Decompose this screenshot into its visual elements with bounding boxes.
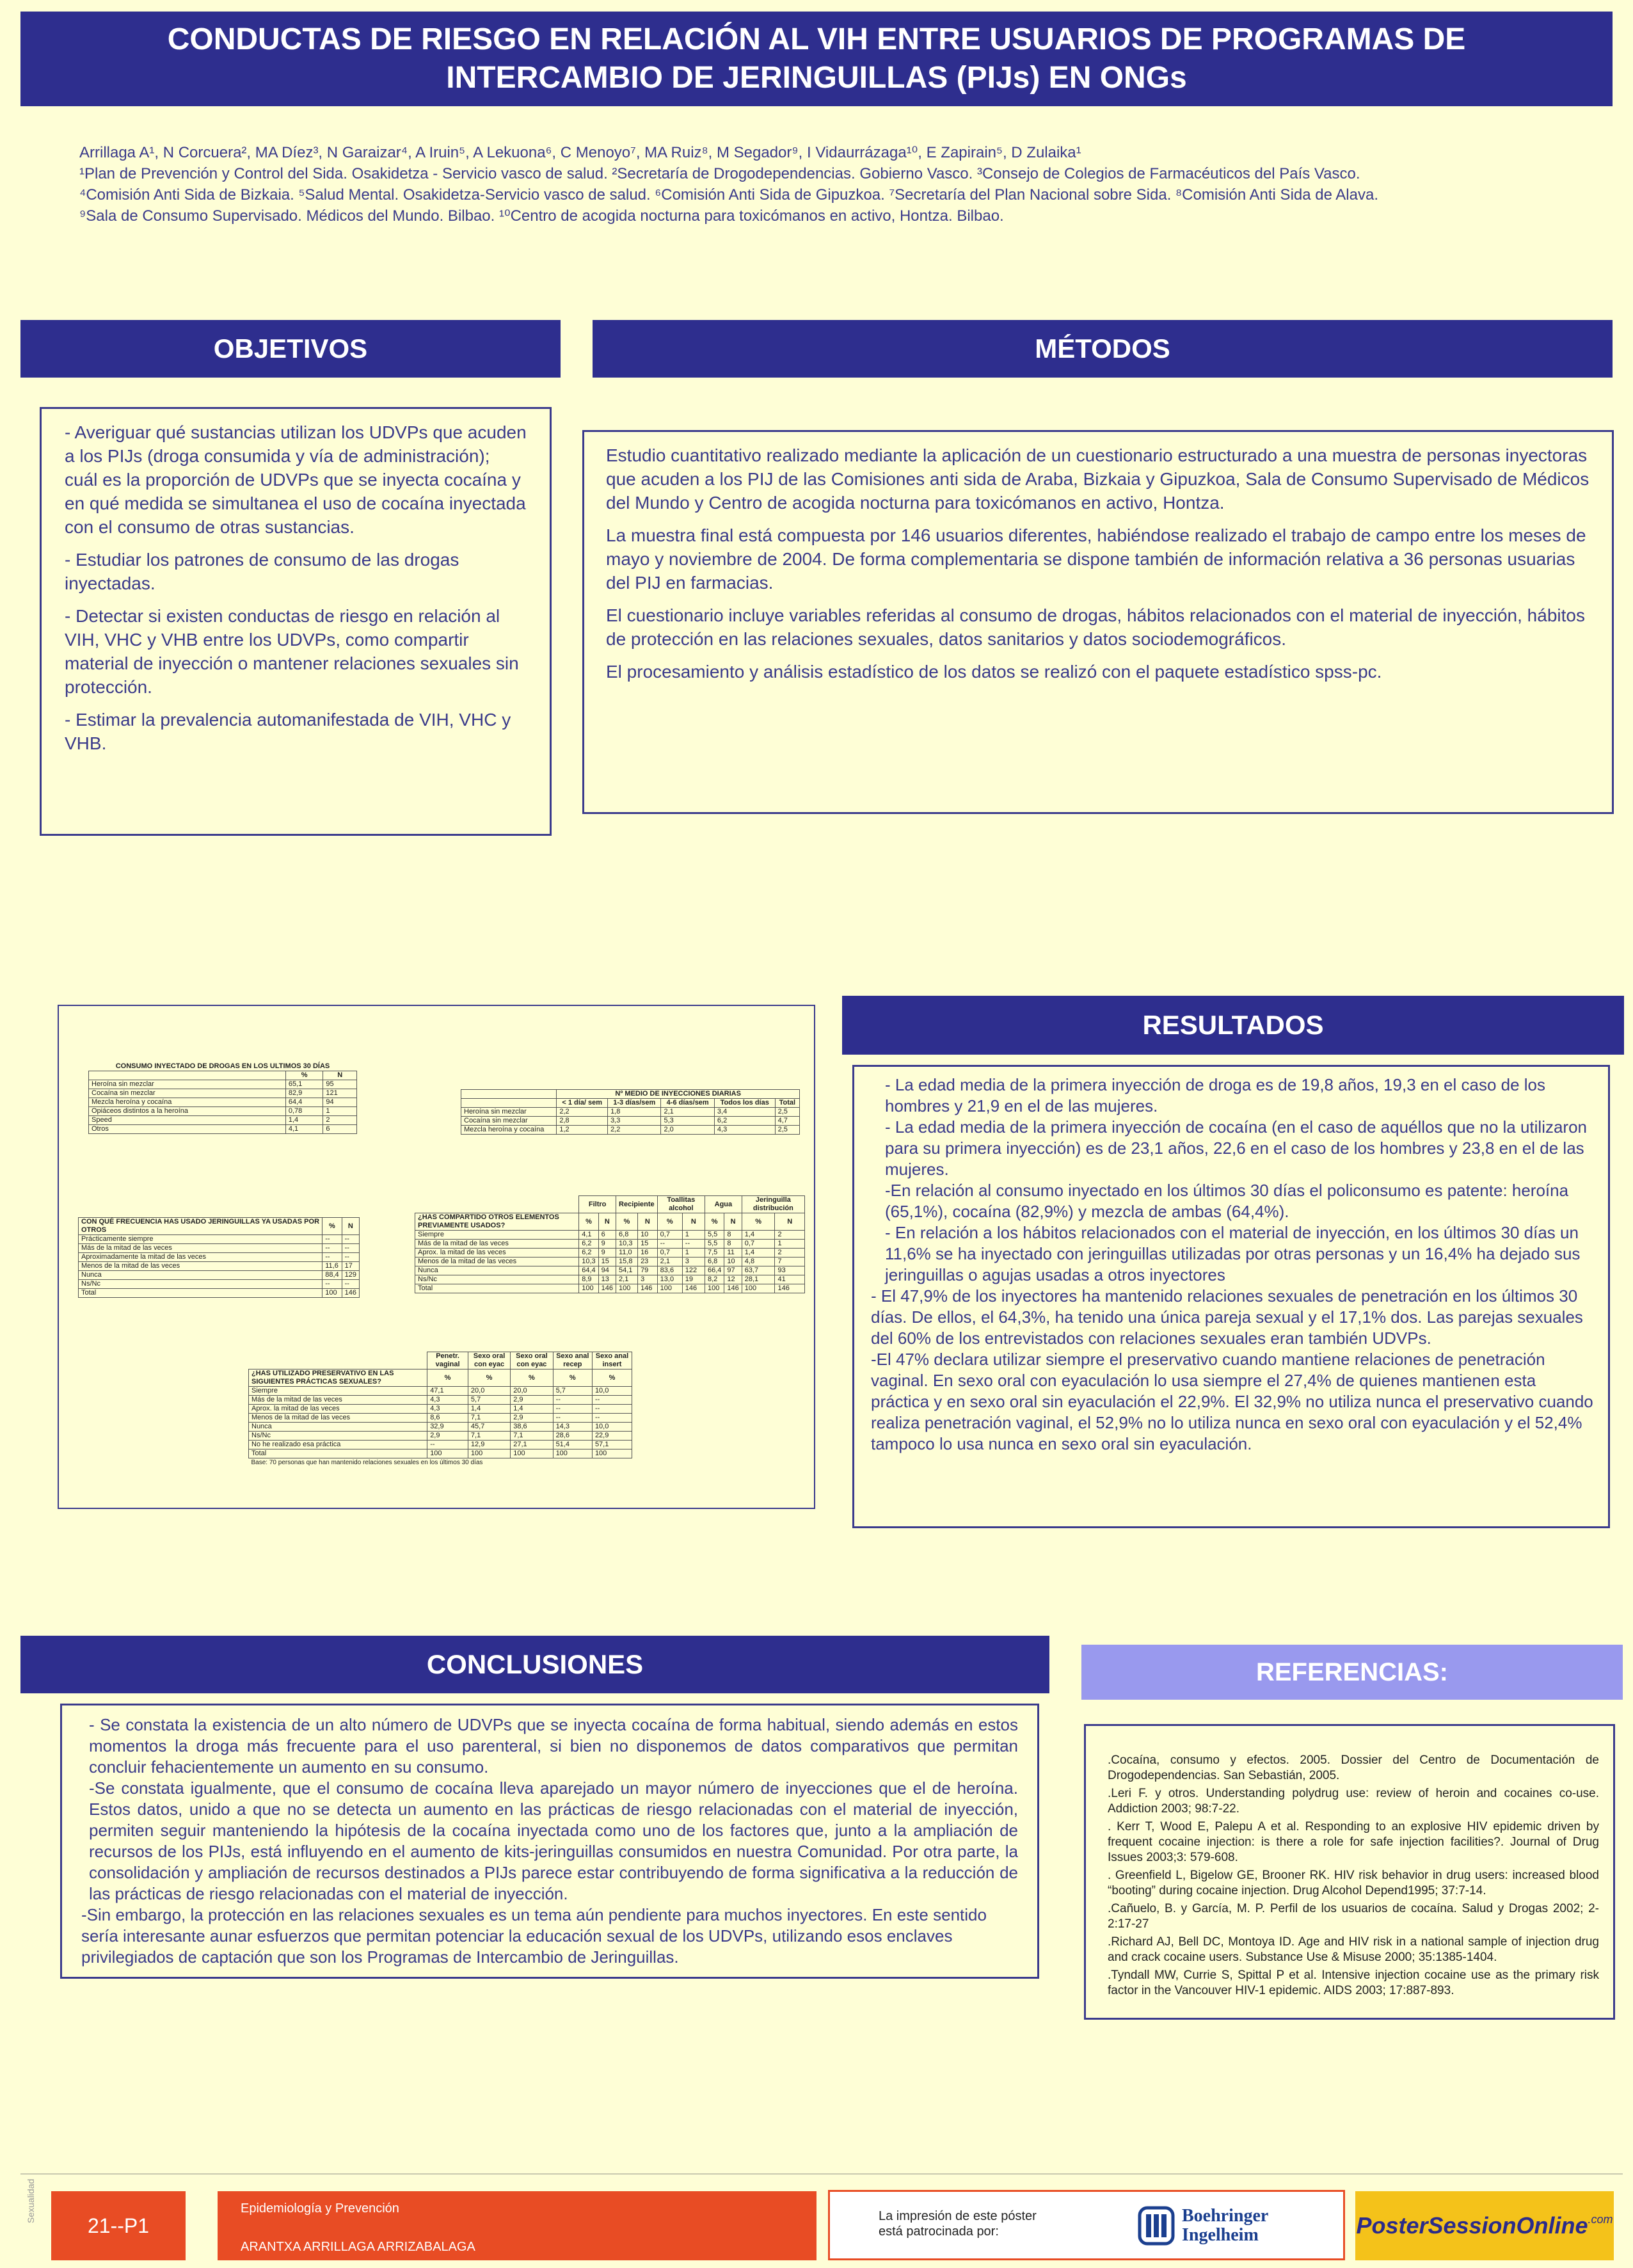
reference-2: .Leri F. y otros. Understanding polydrug use: review of heroin and cocaines co-use. Addiction 2003; 98:7-22. xyxy=(1108,1787,1599,1816)
pso-logo-suffix: .com xyxy=(1588,2213,1613,2226)
table-row: Ns/Nc -- -- xyxy=(79,1280,360,1289)
reference-4: . Greenfield L, Bigelow GE, Brooner RK. HIV risk behavior in drug users: increased blood “booting” during cocaine injection. Drug Alcohol Depend1995; 37:7-14. xyxy=(1108,1869,1599,1897)
footer-info-box xyxy=(218,2191,816,2260)
title-line-2: INTERCAMBIO DE JERINGUILLAS (PIJs) EN ONGs xyxy=(446,61,1187,95)
objetivo-3: - Detectar si existen conductas de riesgo en relación al VIH, VHC y VHB entre los UDVPs, como compartir material de inyección o mantener relaciones sexuales sin protección. xyxy=(65,606,519,697)
conclusion-1: - Se constata la existencia de un alto número de UDVPs que se inyecta cocaína de forma habitual, siendo además en estos momentos la droga más frecuente para el uso parenteral, si bien no disponemos de datos comparativos que permitan concluir fehacientemente un aumento en su consumo. xyxy=(89,1715,1018,1777)
table-row: Cocaína sin mezclar 82,9 121 xyxy=(89,1089,357,1098)
resultados-box xyxy=(852,1065,1610,1528)
referencias-box xyxy=(1084,1724,1615,2020)
table-row: Prácticamente siempre -- -- xyxy=(79,1235,360,1244)
table-row: Total 100 146 100 146 100 146 100 146 100 146 xyxy=(415,1284,805,1293)
conclusiones-box xyxy=(60,1704,1039,1979)
authors-block xyxy=(79,142,1602,227)
table-row: Siempre 47,1 20,0 20,0 5,7 10,0 xyxy=(249,1387,632,1396)
sponsor-name-2: Ingelheim xyxy=(1182,2225,1259,2245)
reference-7: .Tyndall MW, Currie S, Spittal P et al. Intensive injection cocaine use as the primary risk factor in the Vancouver HIV-1 epidemic. AIDS 2003; 17:887-893. xyxy=(1108,1969,1599,1997)
reference-3: . Kerr T, Wood E, Palepu A et al. Responding to an explosive HIV epidemic driven by frequent cocaine injection: is there a role for safe injection facilities?. Journal of Drug Issues 2003;3: 579-608. xyxy=(1108,1820,1599,1864)
table-row: Total 100 146 xyxy=(79,1289,360,1298)
sponsor-box xyxy=(828,2190,1345,2260)
boehringer-logo xyxy=(1137,2203,1268,2248)
table-title: Nº MEDIO DE INYECCIONES DIARIAS xyxy=(557,1090,800,1099)
table-row: Aproximadamente la mitad de las veces -- -- xyxy=(79,1253,360,1262)
objetivo-2: - Estudiar los patrones de consumo de las drogas inyectadas. xyxy=(65,550,459,593)
metodo-1: Estudio cuantitativo realizado mediante la aplicación de un cuestionario estructurado a una muestra de personas inyectoras que acuden a los PIJ de las Comisiones anti sida de Araba, Bizkaia y Gipuzkoa, Sala de Consumo Supervisado de Médicos del Mundo y Centro de acogida nocturna para toxicómanos en activo, Hontza. xyxy=(606,445,1589,513)
table-header-cell: % xyxy=(285,1071,323,1080)
pso-logo[interactable]: PosterSessionOnline xyxy=(1356,2212,1588,2239)
table-row: Aprox. la mitad de las veces 6,2 9 11,0 16 0,7 1 7,5 11 1,4 2 xyxy=(415,1249,805,1258)
footer-code-box xyxy=(51,2191,186,2260)
reference-5: .Cañuelo, B. y García, M. P. Perfil de los usuarios de cocaína. Salud y Drogas 2002; 2-2:17-27 xyxy=(1108,1902,1599,1931)
conclusion-3: -Sin embargo, la protección en las relaciones sexuales es un tema aún pendiente para muchos inyectores. En este sentido sería interesante aunar esfuerzos que permitan potenciar la educación sexual de los UDVPs, utilizando esos enclaves privilegiados de captación que son los Programas de Intercambio de Jeringuillas. xyxy=(81,1905,987,1967)
affiliation-line-3: ⁹Sala de Consumo Supervisado. Médicos del Mundo. Bilbao. ¹⁰Centro de acogida nocturna para toxicómanos en activo, Hontza. Bilbao. xyxy=(79,207,1004,225)
table-row: Nunca 88,4 129 xyxy=(79,1271,360,1280)
table-row: Total 100 100 100 100 100 xyxy=(249,1449,632,1458)
resultado-2: - La edad media de la primera inyección de cocaína (en el caso de aquéllos que no la utilizaron para su primera inyección) es de 23,1 años, 22,6 en el caso de los hombres y 23,8 en el de las mujeres. xyxy=(885,1117,1588,1179)
table-row: Heroína sin mezclar 65,1 95 xyxy=(89,1080,357,1089)
poster-code: 21--P1 xyxy=(87,2214,150,2237)
table-note: Base: 70 personas que han mantenido relaciones sexuales en los últimos 30 días xyxy=(251,1459,483,1466)
metodo-2: La muestra final está compuesta por 146 usuarios diferentes, habiéndose realizado el trabajo de campo entre los meses de mayo y noviembre de 2004. De forma complementaria se dispone también de información relativa a 36 personas usuarias del PIJ en farmacias. xyxy=(606,525,1586,593)
pso-logo-box xyxy=(1355,2191,1614,2260)
objetivos-header: OBJETIVOS xyxy=(20,320,561,378)
table-row: Más de la mitad de las veces -- -- xyxy=(79,1244,360,1253)
table-row: Menos de la mitad de las veces 8,6 7,1 2,9 -- -- xyxy=(249,1414,632,1423)
footer-divider xyxy=(20,2173,1623,2175)
table-row: Nunca 32,9 45,7 38,6 14,3 10,0 xyxy=(249,1423,632,1432)
table-row: Menos de la mitad de las veces 11,6 17 xyxy=(79,1262,360,1271)
reference-1: .Cocaína, consumo y efectos. 2005. Dossier del Centro de Documentación de Drogodependencias. San Sebastián, 2005. xyxy=(1108,1753,1599,1782)
title-line-1: CONDUCTAS DE RIESGO EN RELACIÓN AL VIH ENTRE USUARIOS DE PROGRAMAS DE xyxy=(167,22,1466,56)
conclusion-2: -Se constata igualmente, que el consumo de cocaína lleva aparejado un mayor número de inyecciones que el de heroína. Estos datos, unido a que no se detecta un aumento en las prácticas de riesgo relacionadas con el material de inyección, permiten seguir manteniendo la hipótesis de la cocaína inyectada como uno de los factores que, junto a la ampliación de recursos de los PIJs, está influyendo en el aumento de kits-jeringuillas consumidos en nuestra Comunidad. Por otra parte, la consolidación y ampliación de recursos destinados a PIJs parece estar contribuyendo de forma significativa a la reducción de las prácticas de riesgo relacionadas con el material de inyección. xyxy=(89,1778,1018,1903)
affiliation-line-1: ¹Plan de Prevención y Control del Sida. Osakidetza - Servicio vasco de salud. ²Secretaría de Drogodependencias. Gobierno Vasco. ³Consejo de Colegios de Farmacéuticos del País Vasco. xyxy=(79,165,1360,182)
objetivo-4: - Estimar la prevalencia automanifestada de VIH, VHC y VHB. xyxy=(65,710,511,753)
table-row: Menos de la mitad de las veces 10,3 15 15,8 23 2,1 3 6,8 10 4,8 7 xyxy=(415,1258,805,1266)
table-row: Mezcla heroína y cocaína 64,4 94 xyxy=(89,1098,357,1107)
table-row: Ns/Nc 8,9 13 2,1 3 13,0 19 8,2 12 28,1 41 xyxy=(415,1275,805,1284)
authors: Arrillaga A¹, N Corcuera², MA Díez³, N Garaizar⁴, A Iruin⁵, A Lekuona⁶, C Menoyo⁷, MA Ruiz⁸, M Segador⁹, I Vidaurrázaga¹⁰, E Zapirain⁵, D Zulaika¹ xyxy=(79,144,1081,161)
table-row: Otros 4,1 6 xyxy=(89,1125,357,1134)
table-title: CONSUMO INYECTADO DE DROGAS EN LOS ULTIMOS 30 DÍAS xyxy=(115,1062,330,1070)
resultado-3: -En relación al consumo inyectado en los últimos 30 días el policonsumo es patente: heroína (65,1%), cocaína (82,9%) y mezcla de ambas (64,4%). xyxy=(885,1181,1569,1221)
referencias-header: REFERENCIAS: xyxy=(1081,1645,1623,1700)
table-elementos: Filtro Recipiente Toallitas alcohol Agua Jeringuilla distribución ¿HAS COMPARTIDO OTROS ELEMENTOS PREVIAMENTE USADOS? % N % N % N % N % N Siempre 4,1 6 6,8 10 0,7 1 5,5 8 1,4 2 Más de la mitad de las veces 6,2 9 10,3 15 -- -- 5,5 8 0,7 1 Aprox. la mitad de las veces 6,2 9 11,0 16 0,7 1 7,5 11 1,4 2 Menos de la mitad de las veces 10,3 15 15,8 23 2,1 3 6,8 10 4,8 7 Nunca 64,4 94 54,1 79 83,6 122 66,4 97 63,7 93 Ns/Nc 8,9 13 2,1 3 13,0 19 8,2 12 28,1 41 Total 100 146 100 146 100 146 100 146 100 146 xyxy=(415,1195,805,1293)
affiliation-line-2: ⁴Comisión Anti Sida de Bizkaia. ⁵Salud Mental. Osakidetza-Servicio vasco de salud. ⁶Comisión Anti Sida de Gipuzkoa. ⁷Secretaría del Plan Nacional sobre Sida. ⁸Comisión Anti Sida de Alava. xyxy=(79,186,1379,204)
table-preservativo: Penetr. vaginal Sexo oral con eyac Sexo oral con eyac Sexo anal recep Sexo anal insert ¿HAS UTILIZADO PRESERVATIVO EN LAS SIGUIENTES PRÁCTICAS SEXUALES? % % % % % Siempre 47,1 20,0 20,0 5,7 10,0 Más de la mitad de las veces 4,3 5,7 2,9 -- -- Aprox. la mitad de las veces 4,3 1,4 1,4 -- -- Menos de la mitad de las veces 8,6 7,1 2,9 -- -- Nunca 32,9 45,7 38,6 14,3 10,0 Ns/Nc 2,9 7,1 7,1 28,6 22,9 No he realizado esa práctica -- 12,9 27,1 51,4 57,1 Total 100 100 100 100 100 Base: 70 personas que han mantenido relaciones sexuales en los últimos 30 días xyxy=(248,1352,632,1467)
table-jeringuillas: CON QUÉ FRECUENCIA HAS USADO JERINGUILLAS YA USADAS POR OTROS % N Prácticamente siempre -- -- Más de la mitad de las veces -- -- Aproximadamente la mitad de las veces -- -- Menos de la mitad de las veces 11,6 17 Nunca 88,4 129 Ns/Nc -- -- Total 100 146 xyxy=(78,1217,360,1298)
table-row: Speed 1,4 2 xyxy=(89,1116,357,1125)
boehringer-icon xyxy=(1137,2205,1175,2246)
resultado-1: - La edad media de la primera inyección de droga es de 19,8 años, 19,3 en el caso de los hombres y 21,9 en el de las mujeres. xyxy=(885,1075,1546,1115)
footer-author: ARANTXA ARRILLAGA ARRIZABALAGA xyxy=(241,2240,475,2254)
metodo-4: El procesamiento y análisis estadístico de los datos se realizó con el paquete estadístico spss-pc. xyxy=(606,662,1382,682)
conclusiones-header: CONCLUSIONES xyxy=(20,1636,1049,1693)
footer-side-label: Sexualidad xyxy=(26,2178,36,2223)
objetivo-1: - Averiguar qué sustancias utilizan los UDVPs que acuden a los PIJs (droga consumida y vía de administración); cuál es la proporción de UDVPs que se inyecta cocaína y en qué medida se simultanea el uso de cocaína inyectada con el consumo de otras sustancias. xyxy=(65,422,527,537)
table-header-cell: N xyxy=(323,1071,357,1080)
table-row: Más de la mitad de las veces 6,2 9 10,3 15 -- -- 5,5 8 0,7 1 xyxy=(415,1240,805,1249)
table-row: Más de la mitad de las veces 4,3 5,7 2,9 -- -- xyxy=(249,1396,632,1405)
resultado-4: - En relación a los hábitos relacionados con el material de inyección, en los últimos 30 días un 11,6% se ha inyectado con jeringuillas utilizadas por otras personas y un 16,4% ha dejado sus jeringuillas o agujas usadas a otros inyectores xyxy=(885,1223,1581,1284)
title-banner xyxy=(20,12,1613,106)
sponsor-name-1: Boehringer xyxy=(1182,2206,1269,2226)
objetivos-box xyxy=(40,407,552,836)
resultado-6: -El 47% declara utilizar siempre el preservativo cuando mantiene relaciones de penetración vaginal. En sexo oral con eyaculación lo usa siempre el 27,4% de quienes mantienen esta práctica y en sexo oral sin eyaculación el 22,9%. El 32,9% no utiliza nunca el preservativo cuando realiza penetración vaginal, el 52,9% no lo utiliza nunca en sexo oral con eyaculación y el 52,4% tampoco lo usa nunca en sexo oral sin eyaculación. xyxy=(871,1350,1593,1453)
table-row: Ns/Nc 2,9 7,1 7,1 28,6 22,9 xyxy=(249,1432,632,1441)
metodos-header: MÉTODOS xyxy=(593,320,1613,378)
footer-category: Epidemiología y Prevención xyxy=(241,2201,399,2216)
table-row: Cocaína sin mezclar 2,8 3,3 5,3 6,2 4,7 xyxy=(461,1117,800,1126)
resultados-header: RESULTADOS xyxy=(842,996,1624,1055)
table-row: Aprox. la mitad de las veces 4,3 1,4 1,4 -- -- xyxy=(249,1405,632,1414)
table-row: No he realizado esa práctica -- 12,9 27,1 51,4 57,1 xyxy=(249,1441,632,1449)
table-header-cell xyxy=(89,1071,286,1080)
table-row: Opiáceos distintos a la heroína 0,78 1 xyxy=(89,1107,357,1116)
table-inyecciones: Nº MEDIO DE INYECCIONES DIARIAS < 1 día/ sem 1-3 días/sem 4-6 días/sem Todos los días Total Heroína sin mezclar 2,2 1,8 2,1 3,4 2,5 Cocaína sin mezclar 2,8 3,3 5,3 6,2 4,7 Mezcla heroína y cocaína 1,2 2,2 2,0 4,3 2,5 xyxy=(461,1089,800,1135)
table-row: Heroína sin mezclar 2,2 1,8 2,1 3,4 2,5 xyxy=(461,1108,800,1117)
table-consumo xyxy=(88,1062,357,1134)
resultado-5: - El 47,9% de los inyectores ha mantenido relaciones sexuales de penetración en los últimos 30 días. De ellos, el 64,3%, ha tenido una única pareja sexual y el 17,1% dos. Las parejas sexuales del 60% de los entrevistados con relaciones sexuales eran también UDVPs. xyxy=(871,1286,1583,1348)
table-row: Nunca 64,4 94 54,1 79 83,6 122 66,4 97 63,7 93 xyxy=(415,1266,805,1275)
metodo-3: El cuestionario incluye variables referidas al consumo de drogas, hábitos relacionados con el material de inyección, hábitos de protección en las relaciones sexuales, datos sanitarios y datos sociodemográficos. xyxy=(606,605,1585,649)
tables-panel xyxy=(58,1005,815,1509)
table-row: Mezcla heroína y cocaína 1,2 2,2 2,0 4,3 2,5 xyxy=(461,1126,800,1135)
reference-6: .Richard AJ, Bell DC, Montoya ID. Age and HIV risk in a national sample of injection drug and crack cocaine users. Substance Use & Misuse 2000; 35:1385-1404. xyxy=(1108,1935,1599,1964)
table-row: Siempre 4,1 6 6,8 10 0,7 1 5,5 8 1,4 2 xyxy=(415,1231,805,1240)
metodos-box xyxy=(582,430,1614,814)
sponsor-text: La impresión de este póster está patrocinada por: xyxy=(879,2209,1037,2239)
